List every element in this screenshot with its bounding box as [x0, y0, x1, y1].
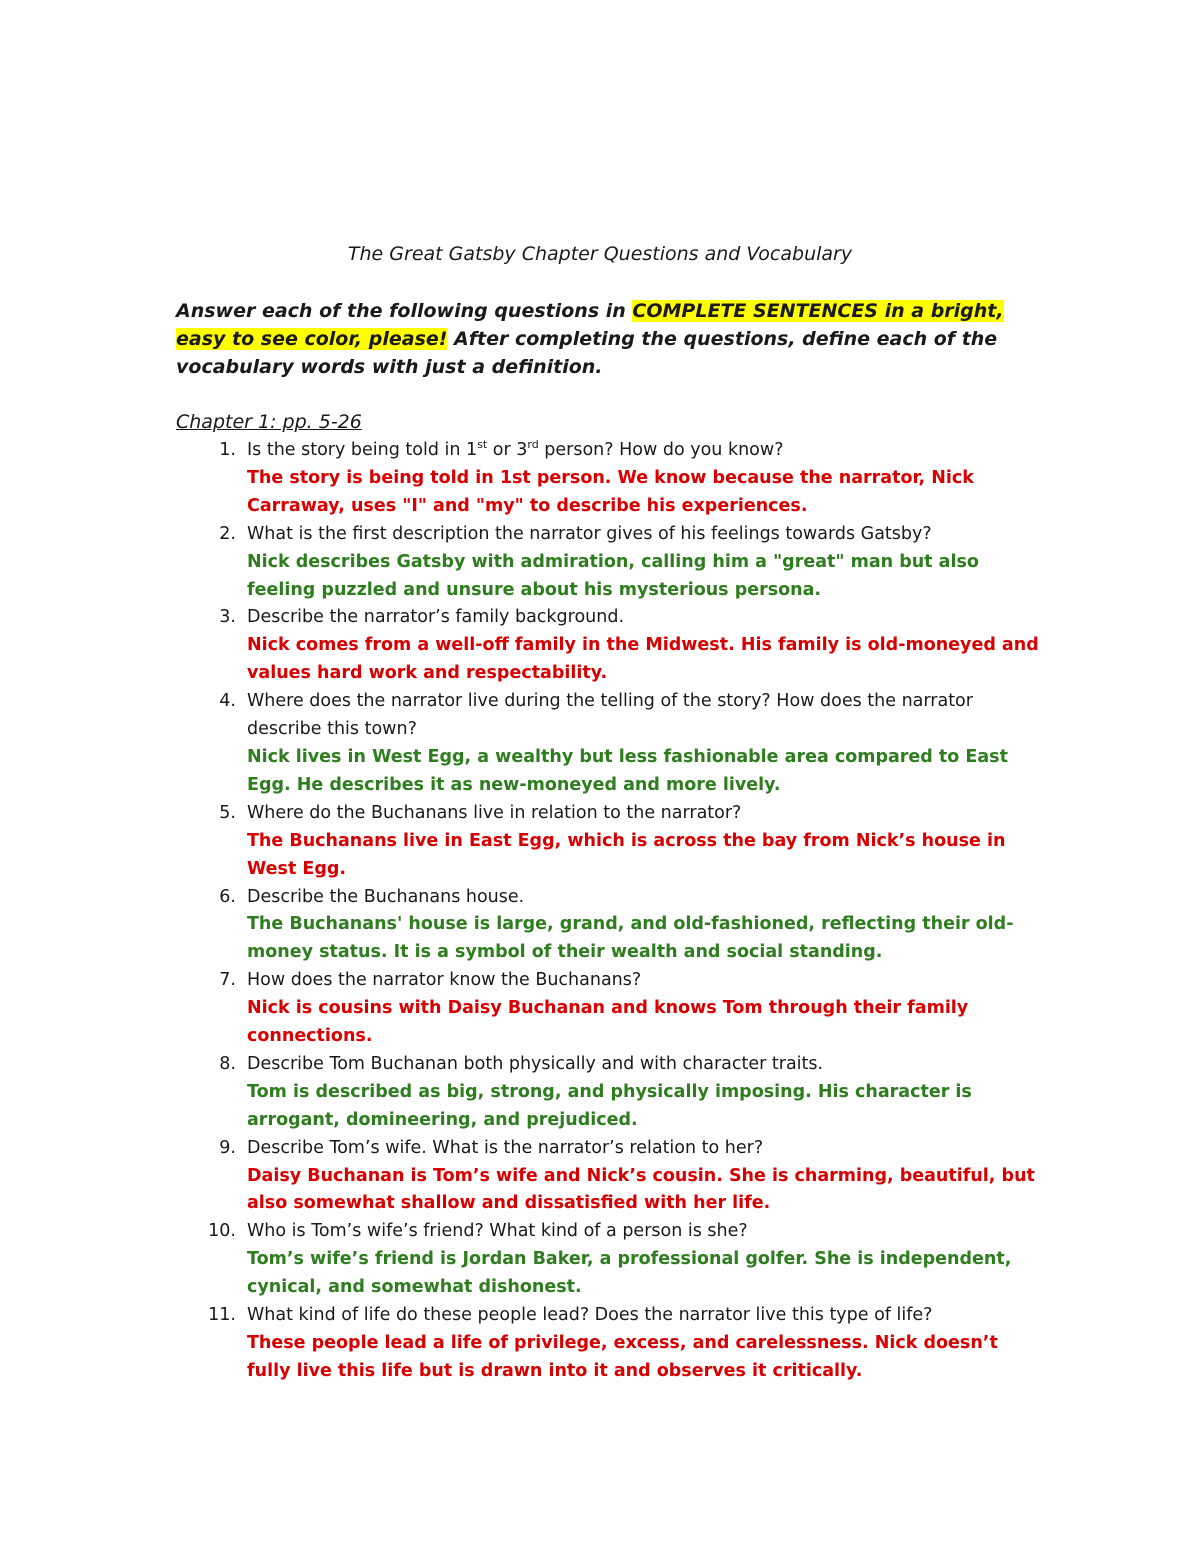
question-text: What kind of life do these people lead? Does the narrator live this type of life? — [247, 1305, 933, 1326]
question-item — [176, 1135, 1046, 1219]
answer-text: Daisy Buchanan is Tom’s wife and Nick’s cousin. She is charming, beautiful, but also somewhat shallow and dissatisfied with her life. — [247, 1165, 1035, 1214]
question-item — [176, 437, 1046, 521]
question-item — [176, 884, 1046, 968]
question-item — [176, 1302, 1046, 1386]
question-item — [176, 967, 1046, 1051]
question-item — [176, 800, 1046, 884]
question-text: Describe the narrator’s family background. — [247, 607, 625, 628]
question-text: Who is Tom’s wife’s friend? What kind of a person is she? — [247, 1221, 748, 1242]
question-item — [176, 1051, 1046, 1135]
answer-text: The Buchanans' house is large, grand, and old-fashioned, reflecting their old-money status. It is a symbol of their wealth and social standing. — [247, 914, 1014, 963]
question-number: 7. — [219, 970, 236, 991]
question-list — [176, 437, 1046, 1386]
question-item — [176, 521, 1046, 605]
answer-text: These people lead a life of privilege, excess, and carelessness. Nick doesn’t fully live this life but is drawn into it and observes it critically. — [247, 1333, 998, 1381]
question-number: 2. — [219, 523, 236, 544]
question-number: 8. — [219, 1053, 236, 1074]
question-text: Describe Tom Buchanan both physically and with character traits. — [247, 1053, 824, 1074]
question-item — [176, 604, 1046, 688]
answer-text: The story is being told in 1st person. We know because the narrator, Nick Carraway, uses "I" and "my" to describe his experiences. — [247, 467, 974, 516]
question-number: 4. — [219, 691, 236, 712]
question-text: Where does the narrator live during the telling of the story? How does the narrator describe this town? — [247, 691, 973, 740]
question-text: What is the first description the narrator gives of his feelings towards Gatsby? — [247, 523, 932, 544]
question-text: How does the narrator know the Buchanans? — [247, 970, 642, 991]
question-number: 6. — [219, 886, 236, 907]
instructions-text-start: Answer each of the following questions in — [176, 300, 633, 322]
chapter-heading: Chapter 1: pp. 5-26 — [176, 411, 362, 433]
question-text: Describe the Buchanans house. — [247, 886, 525, 907]
answer-text: Nick comes from a well-off family in the Midwest. His family is old-moneyed and values hard work and respectability. — [247, 635, 1039, 684]
question-text: Where do the Buchanans live in relation to the narrator? — [247, 802, 742, 823]
question-number: 5. — [219, 802, 236, 823]
answer-text: Nick is cousins with Daisy Buchanan and knows Tom through their family connections. — [247, 998, 969, 1047]
question-text: Is the story being told in 1st or 3rd person? How do you know? — [247, 438, 784, 460]
instructions-text-end: After completing the questions, define each of the vocabulary words with just a definition. — [176, 328, 998, 378]
answer-text: Nick describes Gatsby with admiration, calling him a "great" man but also feeling puzzled and unsure about his mysterious persona. — [247, 551, 979, 600]
instructions-highlight: COMPLETE SENTENCES in a bright, easy to see color, please! — [176, 300, 1004, 350]
question-text: Describe Tom’s wife. What is the narrator’s relation to her? — [247, 1137, 764, 1158]
answer-text: The Buchanans live in East Egg, which is across the bay from Nick’s house in West Egg. — [247, 830, 1006, 879]
question-number: 10. — [208, 1221, 236, 1242]
answer-text: Nick lives in West Egg, a wealthy but less fashionable area compared to East Egg. He describes it as new-moneyed and more lively. — [247, 746, 1008, 795]
question-item — [176, 1218, 1046, 1302]
question-number: 1. — [219, 440, 236, 460]
question-number: 9. — [219, 1137, 236, 1158]
answer-text: Tom is described as big, strong, and physically imposing. His character is arrogant, domineering, and prejudiced. — [247, 1081, 972, 1130]
question-item — [176, 688, 1046, 800]
question-number: 11. — [208, 1305, 236, 1326]
answer-text: Tom’s wife’s friend is Jordan Baker, a professional golfer. She is independent, cynical, and somewhat dishonest. — [247, 1249, 1012, 1298]
instructions — [176, 297, 1036, 381]
question-number: 3. — [219, 607, 236, 628]
document-title: The Great Gatsby Chapter Questions and Vocabulary — [347, 243, 853, 265]
